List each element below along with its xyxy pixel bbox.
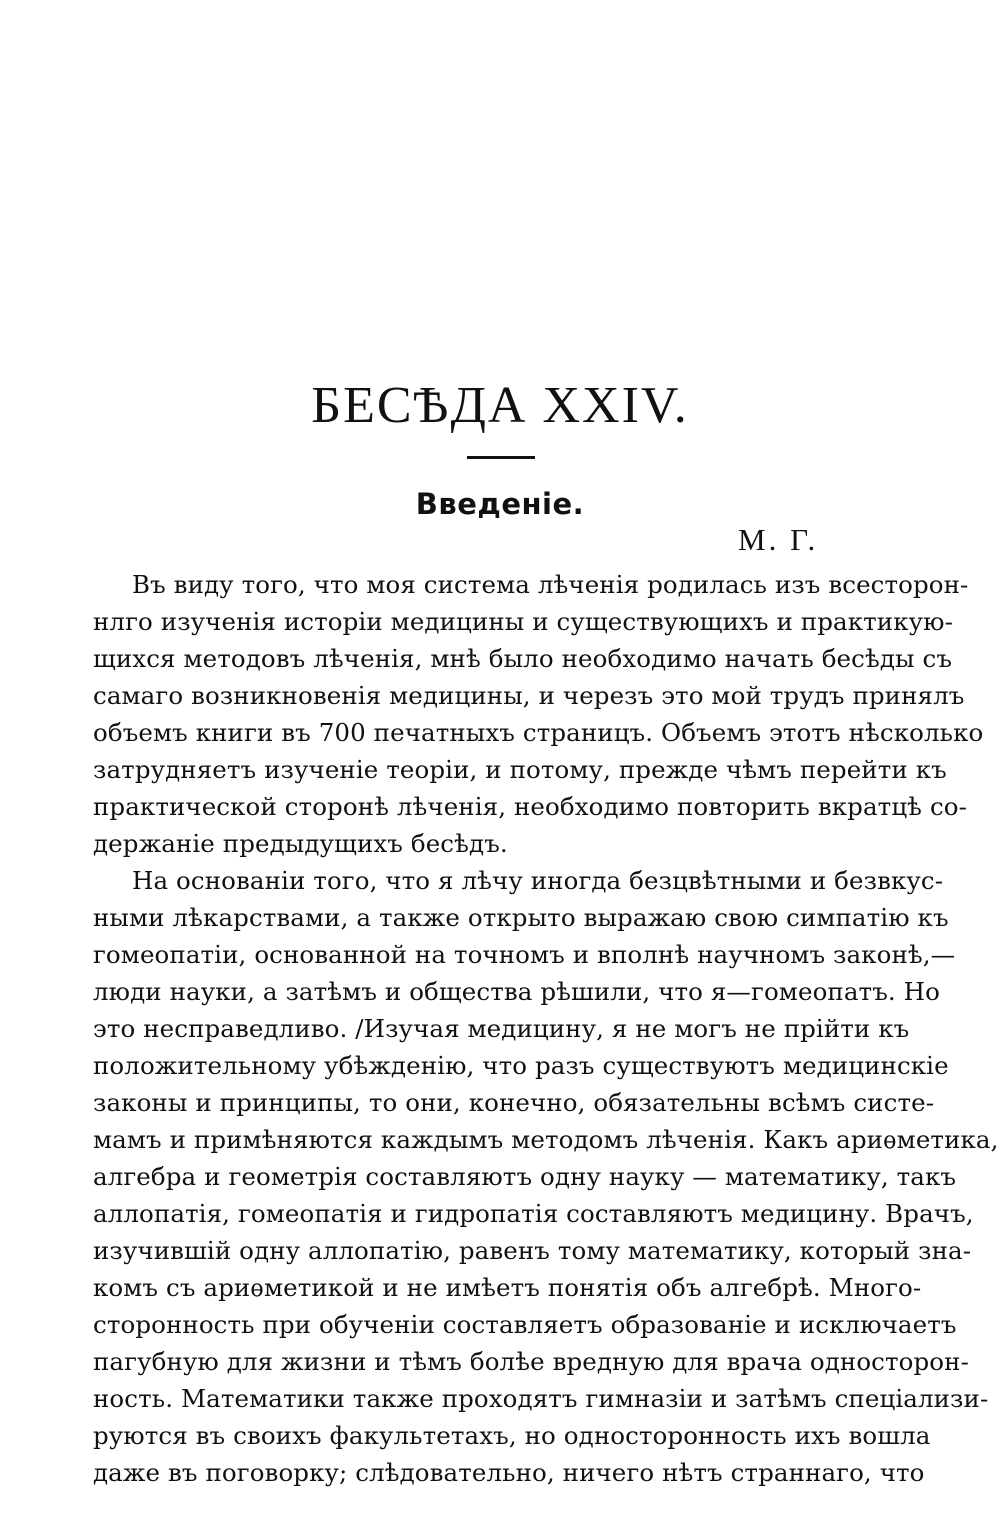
text-line: люди науки, а затѣмъ и общества рѣшили, что я—гомеопатъ. Но bbox=[93, 977, 940, 1006]
text-line: мамъ и примѣняются каждымъ методомъ лѣченія. Какъ ариѳметика, bbox=[93, 1125, 999, 1154]
section-title: Введеніе. bbox=[415, 487, 585, 521]
text-line: нлго изученія исторіи медицины и существующихъ и практикую- bbox=[93, 607, 953, 636]
text-line: ными лѣкарствами, а также открыто выражаю свою симпатію къ bbox=[93, 903, 949, 932]
text-line: пагубную для жизни и тѣмъ болѣе вредную для врача односторон- bbox=[93, 1347, 969, 1376]
text-line: гомеопатіи, основанной на точномъ и вполнѣ научномъ законѣ,— bbox=[93, 940, 956, 969]
text-line: алгебра и геометрія составляютъ одну науку — математику, такъ bbox=[93, 1162, 957, 1191]
text-line: Въ виду того, что моя система лѣченія родилась изъ всесторон- bbox=[132, 570, 969, 599]
chapter-title: БЕСѢДА XXIV. bbox=[311, 377, 689, 434]
text-line: изучившій одну аллопатію, равенъ тому математику, который зна- bbox=[93, 1236, 972, 1265]
text-line: затрудняетъ изученіе теоріи, и потому, прежде чѣмъ перейти къ bbox=[93, 755, 947, 784]
body-text bbox=[93, 566, 999, 1491]
salutation: М. Г. bbox=[738, 522, 819, 557]
text-line: комъ съ ариѳметикой и не имѣетъ понятія объ алгебрѣ. Много- bbox=[93, 1273, 922, 1302]
text-line: щихся методовъ лѣченія, мнѣ было необходимо начать бесѣды съ bbox=[93, 644, 953, 673]
text-line: ность. Математики также проходятъ гимназіи и затѣмъ спеціализи- bbox=[93, 1384, 989, 1413]
text-line: это несправедливо. /Изучая медицину, я не могъ не прійти къ bbox=[93, 1014, 910, 1043]
title-divider bbox=[467, 456, 535, 459]
text-line: аллопатія, гомеопатія и гидропатія составляютъ медицину. Врачъ, bbox=[93, 1199, 974, 1228]
text-line: самаго возникновенія медицины, и черезъ это мой трудъ принялъ bbox=[93, 681, 965, 710]
text-line: положительному убѣжденію, что разъ существуютъ медицинскіе bbox=[93, 1051, 949, 1080]
text-line: держаніе предыдущихъ бесѣдъ. bbox=[93, 829, 508, 858]
text-line: сторонность при обученіи составляетъ образованіе и исключаетъ bbox=[93, 1310, 957, 1339]
text-line: руются въ своихъ факультетахъ, но односторонность ихъ вошла bbox=[93, 1421, 931, 1450]
text-line: даже въ поговорку; слѣдовательно, ничего нѣтъ страннаго, что bbox=[93, 1458, 925, 1487]
text-line: практической сторонѣ лѣченія, необходимо повторить вкратцѣ со- bbox=[93, 792, 967, 821]
text-line: объемъ книги въ 700 печатныхъ страницъ. Объемъ этотъ нѣсколько bbox=[93, 718, 984, 747]
text-line: законы и принципы, то они, конечно, обязательны всѣмъ систе- bbox=[93, 1088, 935, 1117]
text-line: На основаніи того, что я лѣчу иногда безцвѣтными и безвкус- bbox=[132, 866, 944, 895]
